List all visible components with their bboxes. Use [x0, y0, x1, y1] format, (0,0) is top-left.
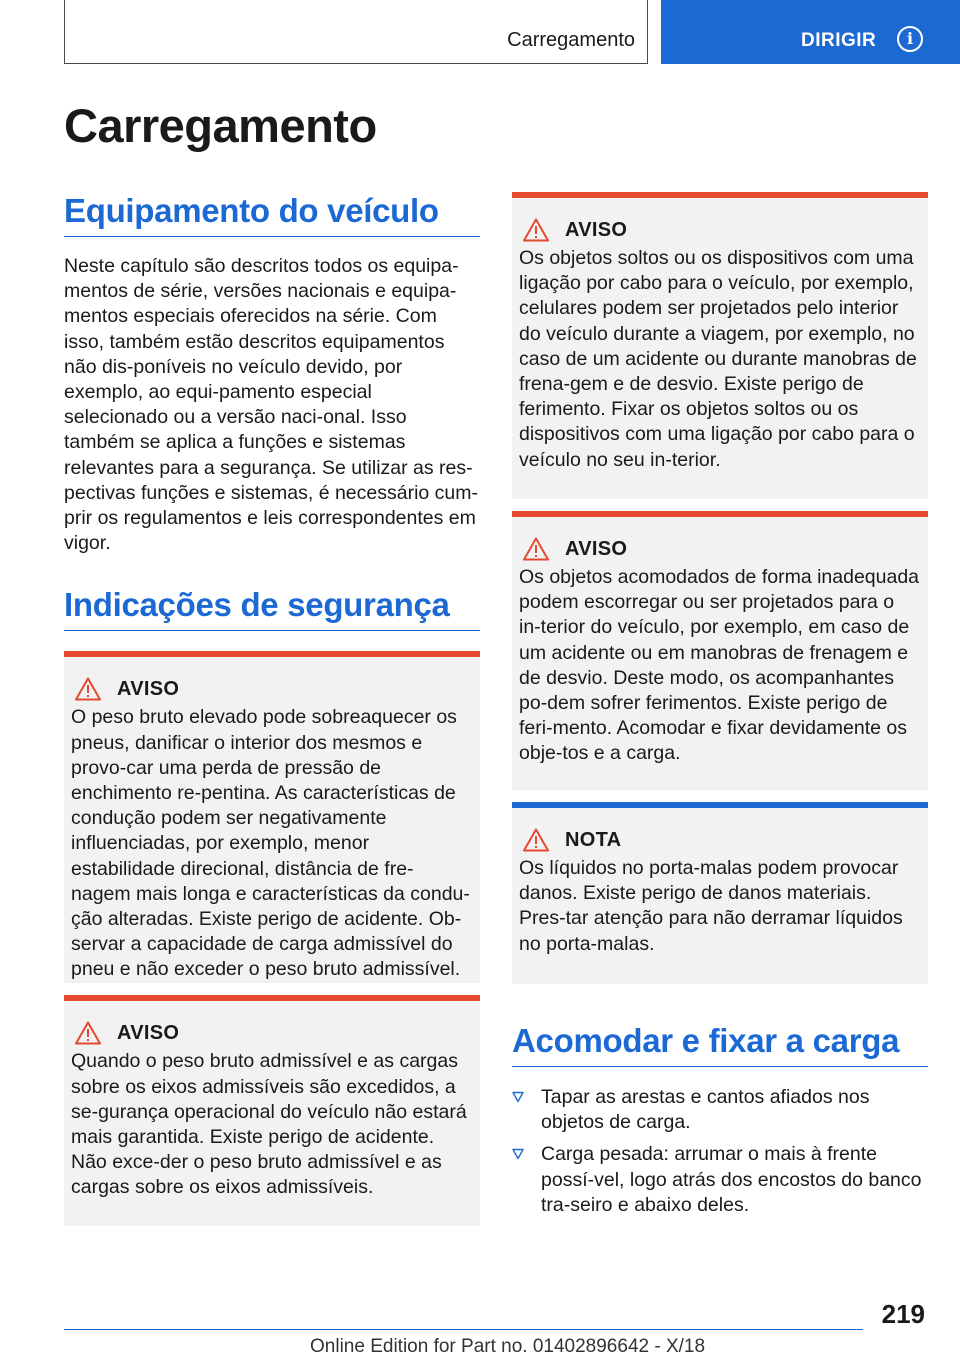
- section-heading-equipment: Equipamento do veículo: [64, 192, 480, 237]
- list-item-text: Carga pesada: arrumar o mais à frente possí-vel, logo atrás dos encostos do banco tra-seiro e abaixo deles.: [541, 1143, 922, 1216]
- warning-text: Quando o peso bruto admissível e as cargas sobre os eixos admissíveis são excedidos, a se-gurança operacional do veículo não estará mais garantida. Existe perigo de acidente. Não exce-der o peso bruto admissível e as cargas sobre os eixos admissíveis.: [71, 1050, 467, 1199]
- header-section-box: [64, 0, 648, 64]
- warning-triangle-icon: [75, 677, 101, 701]
- cargo-bullet-list: [512, 1085, 928, 1218]
- header-chapter-tab[interactable]: [661, 0, 960, 64]
- warning-title: AVISO: [565, 537, 628, 560]
- right-column: [512, 192, 928, 1225]
- list-item: [512, 1142, 928, 1218]
- warning-title: AVISO: [117, 677, 180, 700]
- bullet-triangle-icon: [512, 1091, 524, 1103]
- warning-box: [64, 995, 480, 1226]
- note-text: Os líquidos no porta-malas podem provocar danos. Existe perigo de danos materiais. Pres-tar atenção para não derramar líquidos no porta-malas.: [519, 857, 903, 955]
- section-heading-cargo: Acomodar e fixar a carga: [512, 1022, 928, 1067]
- warning-box: [512, 192, 928, 499]
- section-heading-safety: Indicações de segurança: [64, 586, 480, 631]
- warning-text: Os objetos soltos ou os dispositivos com uma ligação por cabo para o veículo, por exemplo, celulares podem ser projetados pelo interior do veículo durante a viagem, por exemplo, no caso de um acidente ou durante manobras de frena-gem e de desvio. Existe perigo de ferimento. Fixar os objetos soltos ou os dispositivos com uma ligação por cabo para o veículo no seu in-terior.: [519, 247, 917, 471]
- list-item-text: Tapar as arestas e cantos afiados nos objetos de carga.: [541, 1086, 870, 1134]
- warning-title: AVISO: [117, 1021, 180, 1044]
- note-box: [512, 802, 928, 984]
- note-title: NOTA: [565, 828, 622, 851]
- info-icon[interactable]: i: [897, 26, 923, 52]
- page-number: 219: [881, 1299, 925, 1329]
- left-column: [64, 192, 480, 1226]
- equipment-paragraph: Neste capítulo são descritos todos os equipa-mentos de série, versões nacionais e equipa-mentos especiais oferecidos na série. Com isso, também estão descritos equipamentos não dis-poníveis no veículo devido, por exemplo, ao equi-pamento especial selecionado ou a versão naci-onal. Isso também se aplica a funções e sistemas relevantes para a segurança. Se utilizar as res-pectivas funções e sistemas, é necessário cum-prir os regulamentos e leis correspondentes em vigor.: [64, 255, 479, 555]
- warning-text: Os objetos acomodados de forma inadequada podem escorregar ou ser projetados para o in-terior do veículo, por exemplo, em caso de um acidente ou em manobras de frenagem e de desvio. Deste modo, os acompanhantes po-dem sofrer ferimentos. Existe perigo de feri-mento. Acomodar e fixar devidamente os obje-tos e a carga.: [519, 566, 920, 765]
- bullet-triangle-icon: [512, 1148, 524, 1160]
- warning-box: [64, 651, 480, 983]
- warning-box: [512, 511, 928, 790]
- note-triangle-icon: [523, 828, 549, 852]
- warning-title: AVISO: [565, 218, 628, 241]
- warning-triangle-icon: [75, 1021, 101, 1045]
- list-item: [512, 1085, 928, 1135]
- header-section-title: Carregamento: [507, 29, 635, 51]
- warning-triangle-icon: [523, 537, 549, 561]
- warning-text: O peso bruto elevado pode sobreaquecer os pneus, danificar o interior dos mesmos e provo-car uma perda de pressão de enchimento re-pentina. As características de condução podem ser negativamente influenciadas, por exemplo, menor estabilidade direcional, distância de fre-nagem mais longa e características da condu-ção alteradas. Existe perigo de acidente. Ob-servar a capacidade de carga admissível do pneu e não exceder o peso bruto admissível.: [71, 706, 470, 981]
- footer-edition-text: Online Edition for Part no. 01402896642 - X/18: [310, 1336, 706, 1357]
- header-chapter-label: DIRIGIR: [801, 30, 877, 51]
- warning-triangle-icon: [523, 218, 549, 242]
- footer-divider: [64, 1329, 863, 1330]
- page-title: Carregamento: [64, 99, 377, 152]
